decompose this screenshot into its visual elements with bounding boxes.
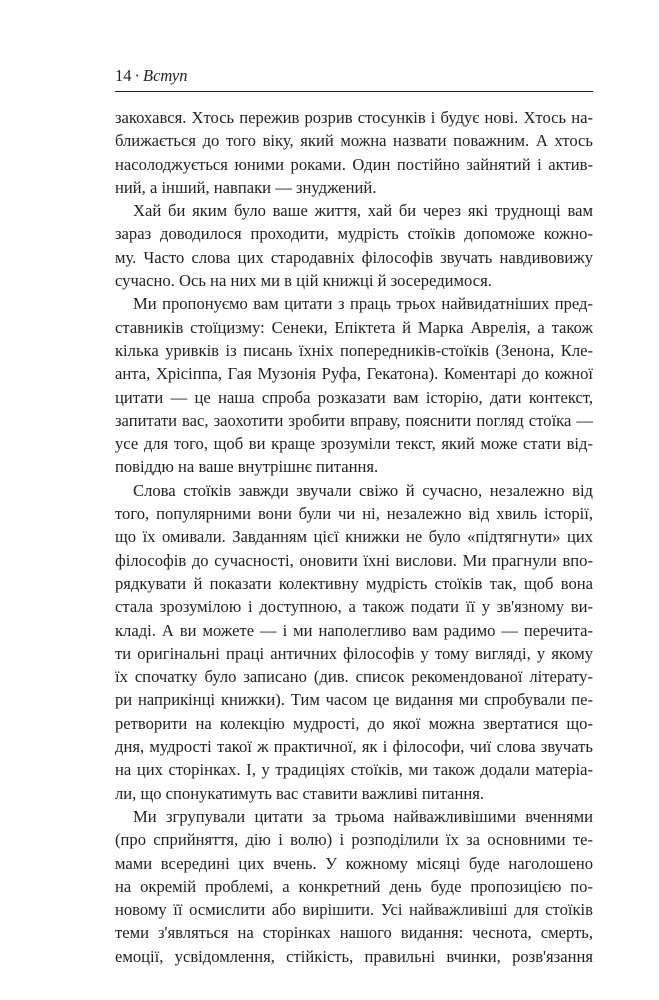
text-line: насолоджується юними роками. Один постійно зайнятий і актив- [115,154,593,174]
text-line: (про сприйняття, дію і волю) і розподілили їх за основними те- [115,830,593,850]
text-line: повіддю на ваше внутрішнє питання. [115,457,379,477]
text-line: що їх омивали. Завданням цієї книжки не було «підтягнути» цих [115,527,593,547]
text-line: зараз доводилося проходити, мудрість стоїків допоможе кожно- [115,224,593,244]
paragraph [115,199,593,292]
text-line: Ми пропонуємо вам цитати з праць трьох найвидатніших пред- [133,294,593,314]
text-line: дня, мудрості такої ж практичної, як і філософи, чиї слова звучать [115,737,593,757]
text-line: того, популярними вони були чи ні, незалежно від хвиль історії, [115,504,593,524]
text-line: емоції, усвідомлення, стійкість, правильні вчинки, розв'язання [115,946,593,966]
text-line: ближається до того віку, який можна назвати поважним. А хтось [115,131,593,151]
paragraph [115,292,593,478]
text-line: му. Часто слова цих стародавніх філософів звучать навдивовижу [115,247,593,267]
text-line: ти оригінальні праці античних філософів у тому вигляді, у якому [115,643,593,663]
text-line: новому її осмислити або вирішити. Усі найважливіші для стоїків [115,900,593,920]
paragraph [115,805,593,968]
text-line: цитати — це наша спроба розказати вам історію, дати контекст, [115,387,593,407]
text-line: ли, що спонукатимуть вас ставити важливі питання. [115,783,485,803]
text-line: рядкувати й показати колективну мудрість стоїків так, щоб вона [115,573,593,593]
text-line: кладі. А ви можете — і ми наполегливо вам радимо — перечита- [115,620,593,640]
text-line: закохався. Хтось пережив розрив стосунків і будує нові. Хтось на- [115,108,593,127]
text-line: ставників стоїцизму: Сенеки, Епіктета й Марка Аврелія, а також [115,317,593,337]
text-line: на окремій проблемі, а конкретний день буде пропозицією по- [115,876,593,896]
paragraph [115,106,593,199]
text-line: стала зрозумілою і доступною, а також подати її у зв'язному ви- [115,597,593,617]
text-line: філософів до сучасності, оновити їхні вислови. Ми прагнули впо- [115,550,593,570]
text-line: Хай би яким було ваше життя, хай би через які труднощі вам [133,201,593,221]
running-head-separator: · [134,66,140,85]
text-line: ний, а інший, навпаки — знуджений. [115,177,377,197]
text-line: Ми згрупували цитати за трьома найважливішими вченнями [133,806,593,826]
text-line: ретворити на колекцію мудрості, до якої можна звертатися що- [115,713,593,733]
text-line: Слова стоїків завжди звучали свіжо й сучасно, незалежно від [133,480,593,500]
text-line: теми з'являться на сторінках нашого видання: чеснота, смерть, [115,923,593,943]
text-line: кілька уривків із писань їхніх попередників-стоїків (Зенона, Кле- [115,340,593,360]
text-line: усе для того, щоб ви краще зрозуміли текст, який може стати від- [115,434,593,454]
paragraph [115,479,593,805]
text-line: мами всередині цих вчень. У кожному місяці буде наголошено [115,853,593,873]
header-rule [115,91,593,92]
body-text [115,106,593,968]
text-line: сучасно. Ось на них ми в цій книжці й зосередимося. [115,271,492,291]
text-line: анта, Хрісіппа, Гая Музонія Руфа, Гекатона). Коментарі до кожної [115,364,593,384]
page-number: 14 [115,66,132,85]
text-line: їх спочатку було записано (див. список рекомендованої літерату- [115,667,593,687]
text-line: на цих сторінках. І, у традиціях стоїків, ми також додали матеріа- [115,760,593,780]
text-line: запитати вас, заохотити зробити вправу, пояснити погляд стоїка — [115,410,593,430]
section-title: Вступ [143,66,188,85]
running-head [115,66,187,86]
text-line: ри наприкінці книжки). Тим часом це видання ми спробували пе- [115,690,593,710]
